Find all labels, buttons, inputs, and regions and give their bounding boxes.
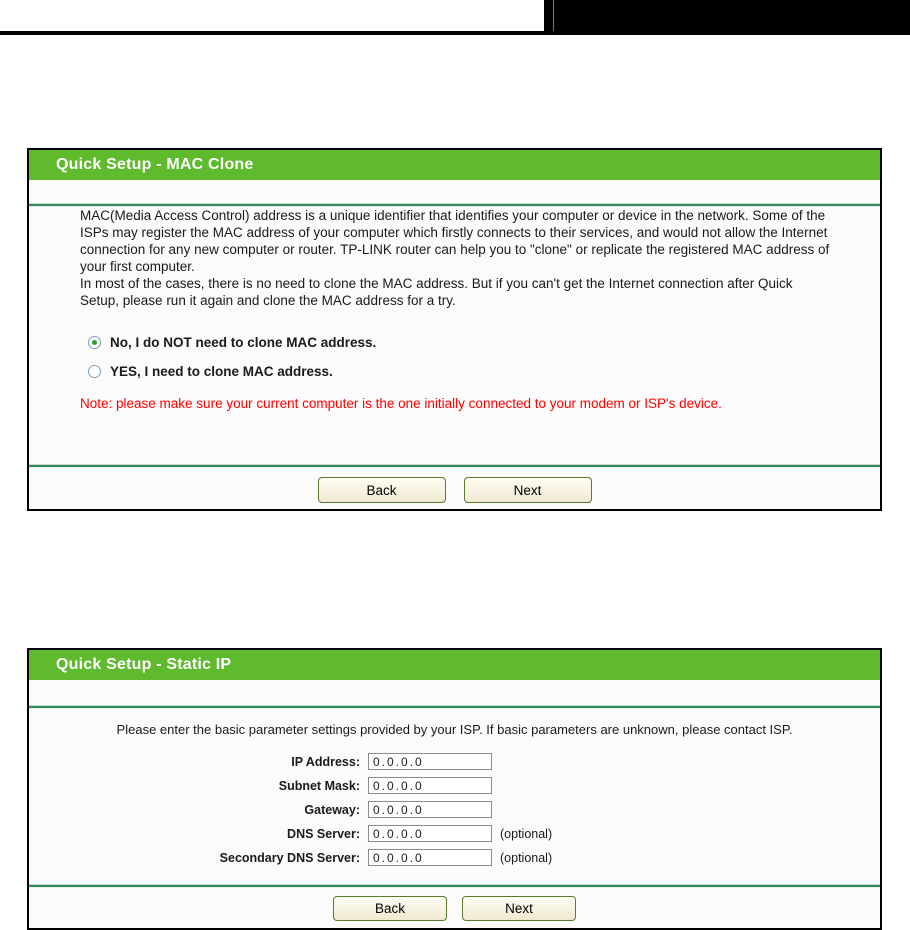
optional-hint: (optional)	[500, 826, 553, 841]
mac-clone-description: MAC(Media Access Control) address is a unique identifier that identifies your computer or device in the network. Some of the ISPs may register the MAC address of your computer which firstly connects to their services, and would not allow the Internet connection for any new computer or router. TP-LINK router can help you to "clone" or replicate the registered MAC address of your first computer.	[80, 208, 830, 274]
dns-server-label: DNS Server:	[287, 826, 360, 841]
gateway-label: Gateway:	[304, 802, 360, 817]
secondary-dns-server-label: Secondary DNS Server:	[219, 850, 360, 865]
radio-no-clone-label[interactable]: No, I do NOT need to clone MAC address.	[110, 335, 377, 350]
mac-clone-note: Note: please make sure your current computer is the one initially connected to your modem or ISP's device.	[80, 396, 722, 411]
header-cell-divider	[553, 0, 554, 31]
gateway-input[interactable]	[368, 801, 492, 818]
separator-line	[29, 884, 880, 888]
back-button[interactable]: Back	[318, 477, 446, 503]
form-row-ip-address	[29, 753, 880, 770]
document-header-rule	[0, 31, 910, 35]
subnet-mask-label: Subnet Mask:	[278, 778, 360, 793]
static-ip-form	[29, 753, 880, 866]
mac-clone-footer	[29, 464, 880, 509]
dns-server-input[interactable]	[368, 825, 492, 842]
form-row-secondary-dns-server	[29, 849, 880, 866]
separator-line	[29, 464, 880, 468]
quick-setup-static-ip-panel	[27, 648, 882, 930]
static-ip-footer	[29, 884, 880, 928]
form-row-subnet-mask	[29, 777, 880, 794]
radio-option-yes-clone[interactable]	[80, 363, 830, 380]
optional-hint: (optional)	[500, 850, 553, 865]
next-button[interactable]: Next	[464, 477, 592, 503]
form-row-dns-server	[29, 825, 880, 842]
radio-yes-clone-label[interactable]: YES, I need to clone MAC address.	[110, 364, 333, 379]
radio-button-icon[interactable]	[88, 365, 101, 378]
static-ip-instruction: Please enter the basic parameter settings provided by your ISP. If basic parameters are unknown, please contact ISP.	[116, 722, 793, 737]
ip-address-label: IP Address:	[291, 754, 360, 769]
subnet-mask-input[interactable]	[368, 777, 492, 794]
mac-clone-advice: In most of the cases, there is no need to clone the MAC address. But if you can't get the Internet connection after Quick Setup, please run it again and clone the MAC address for a try.	[80, 276, 793, 308]
ip-address-input[interactable]	[368, 753, 492, 770]
form-row-gateway	[29, 801, 880, 818]
separator-line	[29, 705, 880, 709]
panel-title-mac-clone: Quick Setup - MAC Clone	[29, 150, 880, 180]
next-button[interactable]: Next	[462, 896, 576, 921]
quick-setup-mac-clone-panel	[27, 148, 882, 511]
document-header-cell	[544, 0, 910, 31]
radio-option-no-clone[interactable]	[80, 334, 830, 351]
panel-title-static-ip: Quick Setup - Static IP	[29, 650, 880, 680]
back-button[interactable]: Back	[333, 896, 447, 921]
secondary-dns-server-input[interactable]	[368, 849, 492, 866]
radio-button-icon[interactable]	[88, 336, 101, 349]
